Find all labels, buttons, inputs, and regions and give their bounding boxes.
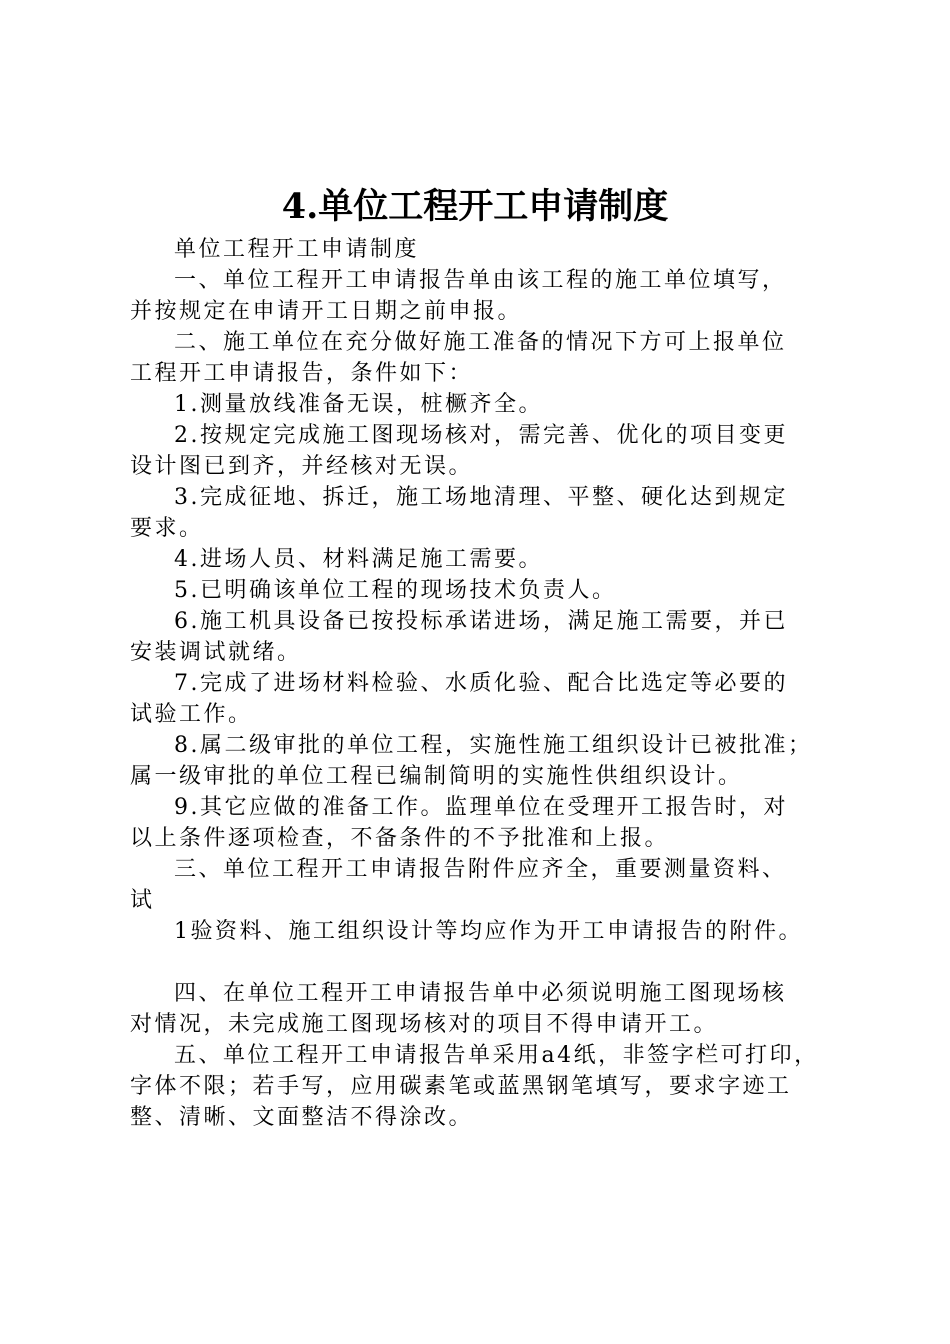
paragraph: [130, 544, 842, 575]
paragraph: [130, 1040, 842, 1133]
paragraph: [130, 978, 842, 1040]
document-body: [130, 234, 842, 1133]
paragraph: [130, 916, 842, 947]
paragraph-line: 8.属二级审批的单位工程，实施性施工组织设计已被批准；: [174, 733, 813, 758]
paragraph-line: 6.施工机具设备已按投标承诺进场，满足施工需要，并已: [174, 609, 788, 634]
paragraph: [130, 420, 842, 482]
paragraph-line: 字体不限；若手写，应用碳素笔或蓝黑钢笔填写，要求字迹工: [130, 1074, 792, 1099]
paragraph-line: 以上条件逐项检查，不备条件的不予批准和上报。: [130, 826, 670, 851]
paragraph: [130, 575, 842, 606]
paragraph-line: 整、清晰、文面整洁不得涂改。: [130, 1105, 474, 1130]
paragraph: [130, 854, 842, 916]
paragraph-line: 1.测量放线准备无误，桩橛齐全。: [174, 392, 543, 417]
paragraph: [130, 265, 842, 327]
paragraph-line: 工程开工申请报告，条件如下：: [130, 361, 474, 386]
paragraph-line: 一、单位工程开工申请报告单由该工程的施工单位填写，: [174, 268, 787, 293]
paragraph-line: 7.完成了进场材料检验、水质化验、配合比选定等必要的: [174, 671, 788, 696]
paragraph: [130, 327, 842, 389]
paragraph-line: 五、单位工程开工申请报告单采用a4纸，非签字栏可打印，: [174, 1043, 819, 1068]
paragraph-line: 对情况，未完成施工图现场核对的项目不得申请开工。: [130, 1012, 719, 1037]
paragraph-line: 3.完成征地、拆迁，施工场地清理、平整、硬化达到规定: [174, 485, 788, 510]
paragraph-line: 1验资料、施工组织设计等均应作为开工申请报告的附件。: [174, 919, 803, 944]
paragraph-line: 试: [130, 888, 155, 913]
paragraph-line: 四、在单位工程开工申请报告单中必须说明施工图现场核: [174, 981, 787, 1006]
paragraph: [130, 606, 842, 668]
paragraph: [130, 668, 842, 730]
paragraph-line: 设计图已到齐，并经核对无误。: [130, 454, 474, 479]
paragraph-line: 三、单位工程开工申请报告附件应齐全，重要测量资料、: [174, 857, 787, 882]
paragraph: [130, 792, 842, 854]
paragraph: [130, 482, 842, 544]
paragraph: [130, 389, 842, 420]
paragraph-line: 2.按规定完成施工图现场核对，需完善、优化的项目变更: [174, 423, 788, 448]
paragraph: [130, 730, 842, 792]
blank-line: [130, 947, 842, 978]
paragraph-line: 二、施工单位在充分做好施工准备的情况下方可上报单位: [174, 330, 787, 355]
paragraph-line: 安装调试就绪。: [130, 640, 302, 665]
paragraph-line: 属一级审批的单位工程已编制简明的实施性供组织设计。: [130, 764, 743, 789]
paragraph-line: 要求。: [130, 516, 204, 541]
paragraph: [130, 234, 842, 265]
paragraph-line: 9.其它应做的准备工作。监理单位在受理开工报告时，对: [174, 795, 788, 820]
paragraph-line: 单位工程开工申请制度: [174, 237, 420, 262]
paragraph-line: 试验工作。: [130, 702, 253, 727]
paragraph-line: 并按规定在申请开工日期之前申报。: [130, 299, 523, 324]
paragraph-line: 4.进场人员、材料满足施工需要。: [174, 547, 543, 572]
document-title: 4.单位工程开工申请制度: [281, 186, 669, 227]
paragraph-line: 5.已明确该单位工程的现场技术负责人。: [174, 578, 617, 603]
